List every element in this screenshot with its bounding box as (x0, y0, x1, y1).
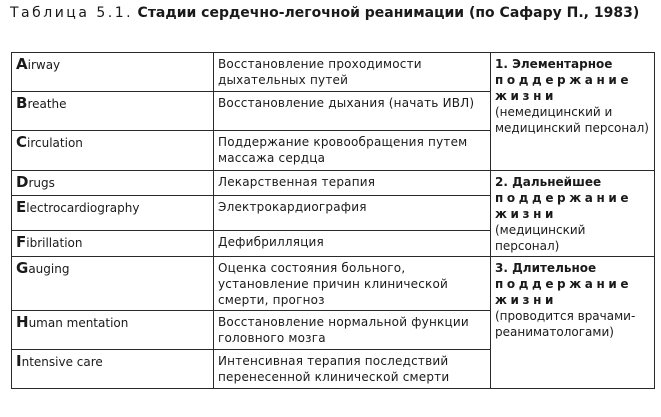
stage-term-cell (12, 92, 214, 131)
stage-term-rest: lectrocardiography (26, 200, 140, 215)
stage-term-rest: ntensive care (21, 355, 103, 369)
stage-term-cell (12, 195, 214, 230)
stage-term-cell (12, 257, 214, 311)
stage-initial: B (16, 94, 28, 112)
stage-term-rest: irculation (27, 136, 83, 150)
level-subtitle: поддержание жизни (495, 277, 633, 307)
stage-term-cell (12, 171, 214, 196)
stage-initial: I (16, 352, 22, 370)
level-title: 1. Элементарное (495, 57, 613, 71)
stage-initial: C (16, 133, 28, 151)
stage-initial: E (16, 197, 27, 216)
stage-initial: G (16, 259, 29, 277)
stage-term-cell (12, 311, 214, 350)
stage-term-rest: irway (27, 58, 61, 72)
level-cell-advanced (491, 171, 655, 257)
level-note: (медицинский персонал) (495, 223, 586, 253)
level-subtitle: поддержание жизни (495, 191, 633, 221)
stage-initial: A (16, 55, 28, 73)
stage-term-rest: rugs (28, 176, 55, 190)
stage-term-rest: reathe (27, 97, 67, 111)
stage-description: Интенсивная терапия последствий перенесенной клинической смерти (214, 350, 491, 389)
table-title: Стадии сердечно-легочной реанимации (по Сафару П., 1983) (137, 5, 640, 21)
table-row (12, 171, 655, 196)
stage-term-rest: ibrillation (26, 236, 83, 251)
stage-initial: F (16, 233, 27, 252)
table-number-label: Таблица 5.1. (10, 5, 134, 21)
stage-description: Оценка состояния больного, установление причин клинической смерти, прогноз (214, 257, 491, 311)
table-row (12, 257, 655, 311)
stage-description: Восстановление нормальной функции головного мозга (214, 311, 491, 350)
level-title: 3. Длительное (495, 261, 597, 275)
stage-term-rest: auging (28, 262, 70, 276)
stage-description: Поддержание кровообращения путем массажа сердца (214, 131, 491, 171)
stage-description: Восстановление проходимости дыхательных путей (214, 53, 491, 92)
stage-description: Электрокардиография (214, 195, 491, 230)
table-caption (10, 5, 655, 22)
level-cell-prolonged (491, 257, 655, 389)
stage-term-rest: uman mentation (28, 316, 129, 330)
cpr-stages-table (11, 52, 655, 389)
level-subtitle: поддержание жизни (495, 73, 633, 103)
level-note: (немедицинский и медицинский персонал) (495, 105, 649, 135)
stage-initial: D (16, 173, 29, 191)
level-title: 2. Дальнейшее (495, 175, 602, 189)
stage-description: Дефибрилляция (214, 231, 491, 257)
stage-description: Восстановление дыхания (начать ИВЛ) (214, 92, 491, 131)
stage-initial: H (16, 313, 29, 331)
table-row (12, 53, 655, 92)
stage-term-cell (12, 231, 214, 257)
level-note: (проводится врачами-реаниматологами) (495, 309, 636, 339)
stage-term-cell (12, 131, 214, 171)
stage-term-cell (12, 350, 214, 389)
stage-description: Лекарственная терапия (214, 171, 491, 196)
stage-term-cell (12, 53, 214, 92)
level-cell-basic (491, 53, 655, 171)
